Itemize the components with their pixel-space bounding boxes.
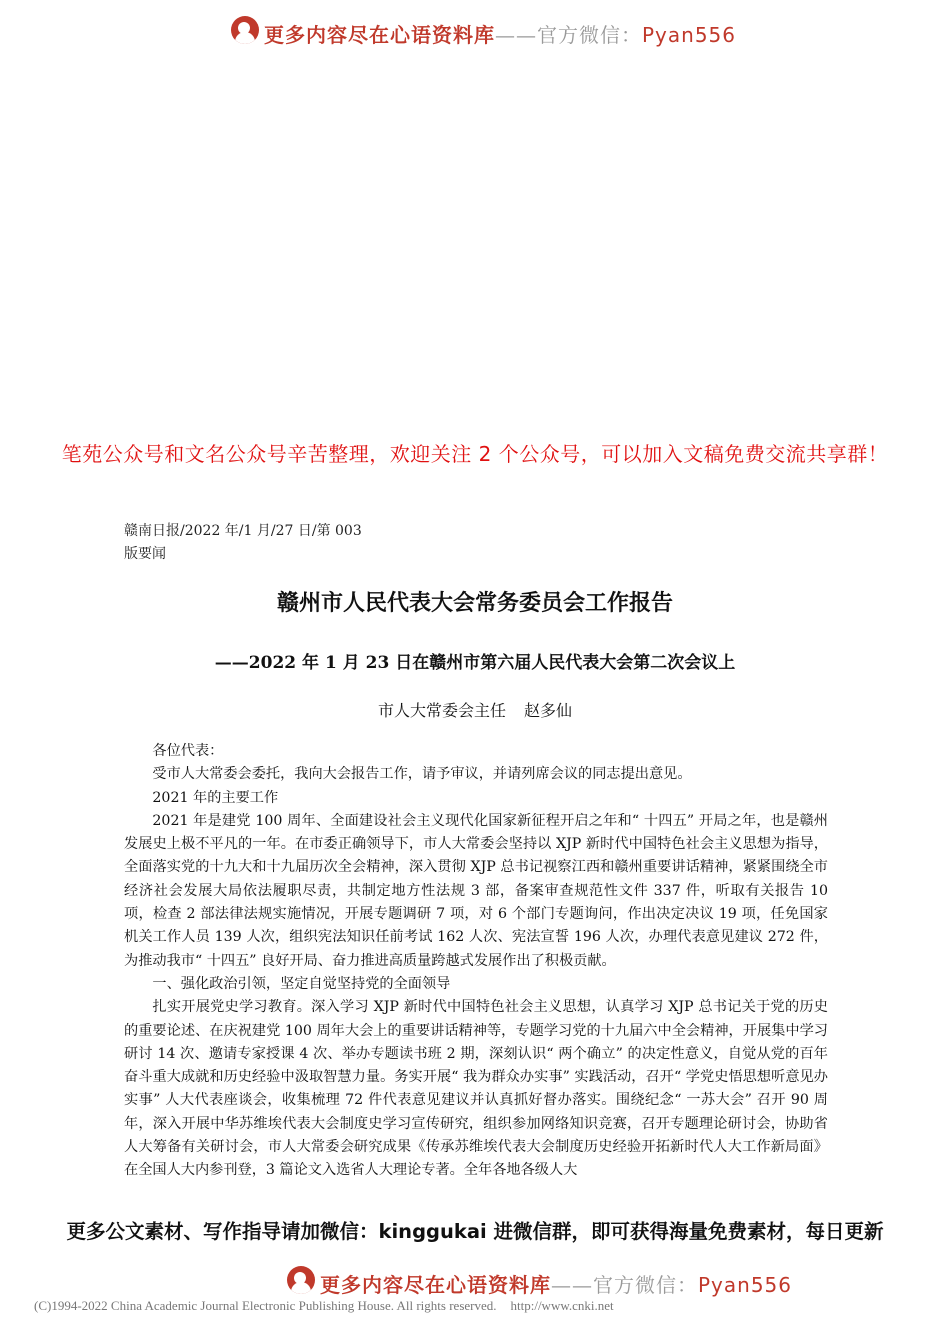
banner-text: 更多内容尽在心语资料库——官方微信：Pyan556 [320, 1273, 793, 1297]
banner-text: 更多内容尽在心语资料库——官方微信：Pyan556 [264, 23, 737, 47]
paragraph: 一、强化政治引领，坚定自觉坚持党的全面领导 [152, 975, 451, 992]
logo-icon [231, 16, 259, 44]
logo-icon [287, 1266, 315, 1294]
copyright-text: (C)1994-2022 China Academic Journal Electronic Publishing House. All rights reserved. [34, 1298, 497, 1313]
section-line: 版要闻 [124, 546, 166, 562]
paragraph: 2021 年是建党 100 周年、全面建设社会主义现代化国家新征程开启之年和“ 十四五” 开局之年，也是赣州发展史上极不平凡的一年。在市委正确领导下，市人大常委会坚持以 XJP 新时代中国特色社会主义思想为指导，全面落实党的十九大和十九届历次全会精神，深入贯彻 XJP 总书记视察江西和赣州重要讲话精神，紧紧围绕全市经济社会发展大局依法履职尽责，共制定地方性法规 3 部，备案审查规范性文件 337 件，听取有关报告 10 项，检查 2 部法律法规实施情况，开展专题调研 7 项，对 6 个部门专题询问，作出决定决议 19 项，任免国家机关工作人员 139 人次，组织宪法知识任前考试 162 人次、宪法宣誓 196 人次，办理代表意见建议 272 件，为推动我市“ 十四五” 良好开局、奋力推进高质量跨越式发展作出了积极贡献。 [124, 812, 828, 969]
paragraph: 各位代表： [152, 743, 224, 759]
author-name: 赵多仙 [524, 701, 573, 720]
paragraph: 2021 年的主要工作 [152, 789, 279, 806]
promo-bar: 更多公文素材、写作指导请加微信：kinggukai 进微信群，即可获得海量免费素材，每日更新 [0, 1216, 950, 1244]
document-subtitle: ——2022 年 1 月 23 日在赣州市第六届人民代表大会第二次会议上 [214, 653, 736, 673]
footer-url[interactable]: http://www.cnki.net [510, 1298, 614, 1313]
paragraph: 扎实开展党史学习教育。深入学习 XJP 新时代中国特色社会主义思想，认真学习 XJP 总书记关于党的历史的重要论述、在庆祝建党 100 周年大会上的重要讲话精神等，专题学习党的十九届六中全会精神，开展集中学习研讨 14 次、邀请专家授课 4 次、举办专题读书班 2 期，深刻认识“ 两个确立” 的决定性意义，自觉从党的百年奋斗重大成就和历史经验中汲取智慧力量。务实开展“ 我为群众办实事” 实践活动，召开“ 学党史悟思想听意见办实事” 人大代表座谈会，收集梳理 72 件代表意见建议并认真抓好督办落实。围绕纪念“ 一苏大会” 召开 90 周年，深入开展中华苏维埃代表大会制度史学习宣传研究，组织参加网络知识竞赛，召开专题理论研讨会，协助省人大筹备有关研讨会，市人大常委会研究成果《传承苏维埃代表大会制度历史经验开拓新时代人大工作新局面》在全国人大内参刊登，3 篇论文入选省人大理论专著。全年各地各级人大 [124, 999, 828, 1179]
document-title: 赣州市人民代表大会常务委员会工作报告 [276, 590, 673, 616]
paragraph: 受市人大常委会委托，我向大会报告工作，请予审议，并请列席会议的同志提出意见。 [152, 766, 692, 783]
author-role: 市人大常委会主任 [377, 701, 506, 720]
red-notice: 笔苑公众号和文名公众号辛苦整理，欢迎关注 2 个公众号，可以加入文稿免费交流共享群！ [61, 442, 889, 466]
copyright-footer [34, 1298, 614, 1314]
author-line [0, 698, 950, 721]
watermark-banner-top [0, 14, 950, 54]
source-line: 赣南日报/2022 年/1 月/27 日/第 003 [124, 523, 362, 539]
document-body [124, 740, 828, 1183]
